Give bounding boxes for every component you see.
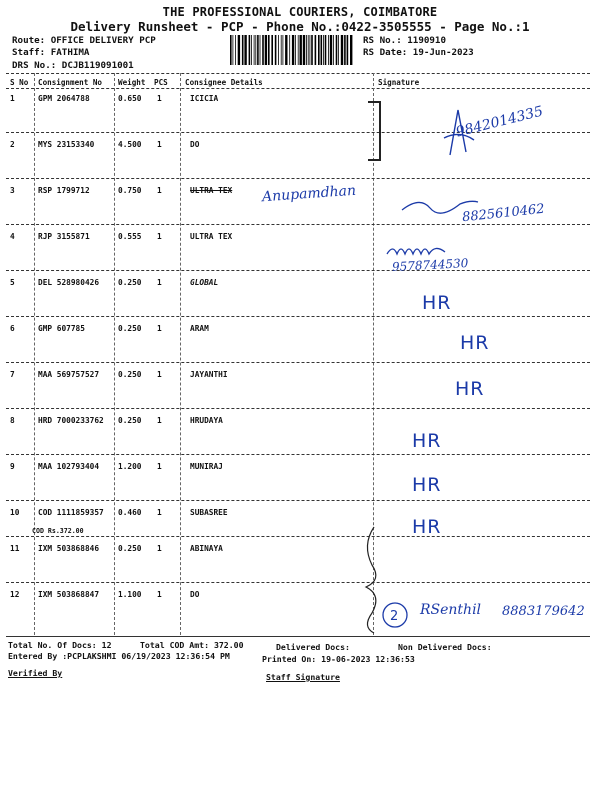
barcode-bar <box>308 35 309 65</box>
route-label: Route: OFFICE DELIVERY PCP <box>12 35 156 46</box>
barcode <box>230 35 355 65</box>
row-divider <box>6 178 590 179</box>
barcode-bar <box>249 35 251 65</box>
barcode-bar <box>330 35 332 65</box>
barcode-bar <box>268 35 270 65</box>
barcode-bar <box>306 35 307 65</box>
document-title: THE PROFESSIONAL COURIERS, COIMBATORE <box>162 5 438 19</box>
svg-text:2: 2 <box>390 609 399 624</box>
barcode-bar <box>262 35 264 65</box>
col-header-consignee: Consignee Details <box>185 78 263 87</box>
col-header-signature: Signature <box>378 78 420 87</box>
circled-number-mark <box>380 600 410 630</box>
row-divider <box>6 270 590 271</box>
barcode-bar <box>318 35 320 65</box>
row-sno: 7 <box>10 370 15 379</box>
row-divider <box>6 362 590 363</box>
hr-mark-row-8: HR <box>412 430 442 452</box>
row-consignment: MYS 23153340 <box>38 140 95 149</box>
row-pcs: 1 <box>157 544 162 553</box>
row-weight: 0.250 <box>118 370 142 379</box>
row-consignee: JAYANTHI <box>190 370 228 379</box>
row-divider <box>6 224 590 225</box>
row-consignment: COD 1111859357 <box>38 508 104 517</box>
barcode-bar <box>278 35 279 65</box>
document-subtitle: Delivery Runsheet - PCP - Phone No.:0422-3505555 - Page No.:1 <box>70 19 530 34</box>
row-sno: 9 <box>10 462 15 471</box>
row-weight: 0.250 <box>118 544 142 553</box>
row-pcs: 1 <box>157 416 162 425</box>
barcode-bar <box>281 35 282 65</box>
row-pcs: 1 <box>157 462 162 471</box>
barcode-bar <box>311 35 313 65</box>
row-consignment: GMP 607785 <box>38 324 85 333</box>
barcode-bar <box>350 35 352 65</box>
row-consignee: GLOBAL <box>190 278 219 287</box>
col-divider <box>114 73 115 635</box>
signature-text-row-1: 9842014335 <box>454 103 545 141</box>
row-pcs: 1 <box>157 232 162 241</box>
row-weight: 0.250 <box>118 324 142 333</box>
barcode-bar <box>283 35 284 65</box>
delivered-docs: Delivered Docs: <box>276 642 350 652</box>
row-consignee: ARAM <box>190 324 209 333</box>
row-weight: 0.460 <box>118 508 142 517</box>
barcode-bar <box>323 35 324 65</box>
row-divider <box>6 582 590 583</box>
signature-text-row-12: RSenthil <box>420 602 482 618</box>
hr-mark-row-7: HR <box>455 378 485 400</box>
barcode-bar <box>336 35 338 65</box>
row-consignment: IXM 503868846 <box>38 544 100 553</box>
barcode-bar <box>238 35 240 65</box>
row-consignment: IXM 503868847 <box>38 590 100 599</box>
row-weight: 4.500 <box>118 140 142 149</box>
row-consignment: RSP 1799712 <box>38 186 90 195</box>
row-pcs: 1 <box>157 590 162 599</box>
barcode-bar <box>328 35 329 65</box>
hr-mark-row-9: HR <box>412 474 442 496</box>
hr-mark-row-6: HR <box>460 332 490 354</box>
signature-text-row-4: 9578744530 <box>391 256 469 274</box>
row-divider <box>6 536 590 537</box>
col-header-consignment: Consignment No <box>38 78 103 87</box>
barcode-bar <box>298 35 299 65</box>
row-consignee: HRUDAYA <box>190 416 223 425</box>
barcode-bar <box>295 35 296 65</box>
barcode-bar <box>289 35 290 65</box>
printed-on: Printed On: 19-06-2023 12:36:53 <box>262 654 415 664</box>
row-divider <box>6 408 590 409</box>
header-bottom-rule <box>6 88 590 89</box>
total-cod: Total COD Amt: 372.00 <box>140 640 244 650</box>
row-consignment: HRD 7000233762 <box>38 416 104 425</box>
barcode-bar <box>235 35 236 65</box>
rs-number: RS No.: 1190910 <box>363 35 446 46</box>
row-weight: 0.650 <box>118 94 142 103</box>
barcode-bar <box>303 35 305 65</box>
barcode-bar <box>315 35 317 65</box>
barcode-bar <box>254 35 255 65</box>
row-pcs: 1 <box>157 508 162 517</box>
signature-text-row-3: 8825610462 <box>461 201 546 226</box>
col-divider <box>34 73 35 635</box>
col-header-weight: Weight <box>118 78 146 87</box>
row-pcs: 1 <box>157 94 162 103</box>
row-weight: 1.100 <box>118 590 142 599</box>
row-sno: 8 <box>10 416 15 425</box>
barcode-bar <box>341 35 343 65</box>
barcode-bar <box>244 35 246 65</box>
cod-note: COD Rs.372.00 <box>32 527 84 535</box>
barcode-bar <box>338 35 339 65</box>
table-bottom-rule <box>6 636 590 637</box>
barcode-bar <box>344 35 346 65</box>
barcode-bar <box>265 35 267 65</box>
barcode-bar <box>333 35 334 65</box>
row-consignee: ICICIA <box>190 94 219 103</box>
signature-number-row-12: 8883179642 <box>502 604 585 619</box>
row-consignee: MUNIRAJ <box>190 462 223 471</box>
staff-label: Staff: FATHIMA <box>12 47 90 58</box>
col-header-sno: S No <box>10 78 29 87</box>
row-weight: 0.555 <box>118 232 142 241</box>
row-weight: 1.200 <box>118 462 142 471</box>
row-consignee: ULTRA TEX <box>190 232 233 241</box>
barcode-bar <box>347 35 349 65</box>
col-header-pcs: PCS <box>154 78 168 87</box>
row-consignee: ABINAYA <box>190 544 223 553</box>
row-consignment: RJP 3155871 <box>38 232 90 241</box>
barcode-bar <box>321 35 323 65</box>
row-pcs: 1 <box>157 140 162 149</box>
row-consignee: DO <box>190 590 200 599</box>
row-pcs: 1 <box>157 324 162 333</box>
barcode-bar <box>233 35 234 65</box>
drs-number: DRS No.: DCJB119091001 <box>12 60 134 71</box>
signature-mark-row-1 <box>430 100 580 160</box>
barcode-bar <box>292 35 294 65</box>
row-sno: 11 <box>10 544 20 553</box>
barcode-bar <box>271 35 273 65</box>
row-weight: 0.250 <box>118 416 142 425</box>
row-sno: 12 <box>10 590 20 599</box>
rs-date: RS Date: 19-Jun-2023 <box>363 47 474 58</box>
barcode-bar <box>325 35 327 65</box>
bracket-mark <box>362 98 392 168</box>
row-consignment: DEL 528980426 <box>38 278 100 287</box>
row-consignment: MAA 102793404 <box>38 462 100 471</box>
row-sno: 3 <box>10 186 15 195</box>
hr-mark-row-5: HR <box>422 292 452 314</box>
barcode-bar <box>230 35 232 65</box>
row-pcs: 1 <box>157 186 162 195</box>
barcode-bar <box>275 35 277 65</box>
row-sno: 1 <box>10 94 15 103</box>
verified-by: Verified By <box>8 668 63 678</box>
row-consignment: GPM 2064788 <box>38 94 90 103</box>
row-consignee: DO <box>190 140 200 149</box>
barcode-bar <box>310 35 311 65</box>
barcode-bar <box>255 35 256 65</box>
row-divider <box>6 316 590 317</box>
staff-signature: Staff Signature <box>266 672 340 682</box>
barcode-bar <box>242 35 244 65</box>
row-sno: 6 <box>10 324 15 333</box>
barcode-bar <box>257 35 259 65</box>
row-consignee: ULTRA TEX <box>190 186 233 195</box>
row-sno: 10 <box>10 508 20 517</box>
table-top-rule <box>6 73 590 74</box>
col-divider <box>180 73 181 635</box>
barcode-bar <box>285 35 287 65</box>
row-divider <box>6 500 590 501</box>
consignee-handwritten-row-3: Anupamdhan <box>261 182 357 206</box>
row-consignment: MAA 569757527 <box>38 370 100 379</box>
non-delivered-docs: Non Delivered Docs: <box>398 642 492 652</box>
row-sno: 2 <box>10 140 15 149</box>
total-docs: Total No. Of Docs: 12 <box>8 640 112 650</box>
entered-by: Entered By :PCPLAKSHMI 06/19/2023 12:36:54 PM <box>8 651 230 661</box>
row-sno: 5 <box>10 278 15 287</box>
row-weight: 0.250 <box>118 278 142 287</box>
row-consignee: SUBASREE <box>190 508 228 517</box>
hr-mark-row-10: HR <box>412 516 442 538</box>
row-pcs: 1 <box>157 370 162 379</box>
barcode-bar <box>300 35 302 65</box>
row-divider <box>6 454 590 455</box>
row-weight: 0.750 <box>118 186 142 195</box>
row-pcs: 1 <box>157 278 162 287</box>
barcode-bar <box>260 35 261 65</box>
row-sno: 4 <box>10 232 15 241</box>
barcode-bar <box>251 35 252 65</box>
